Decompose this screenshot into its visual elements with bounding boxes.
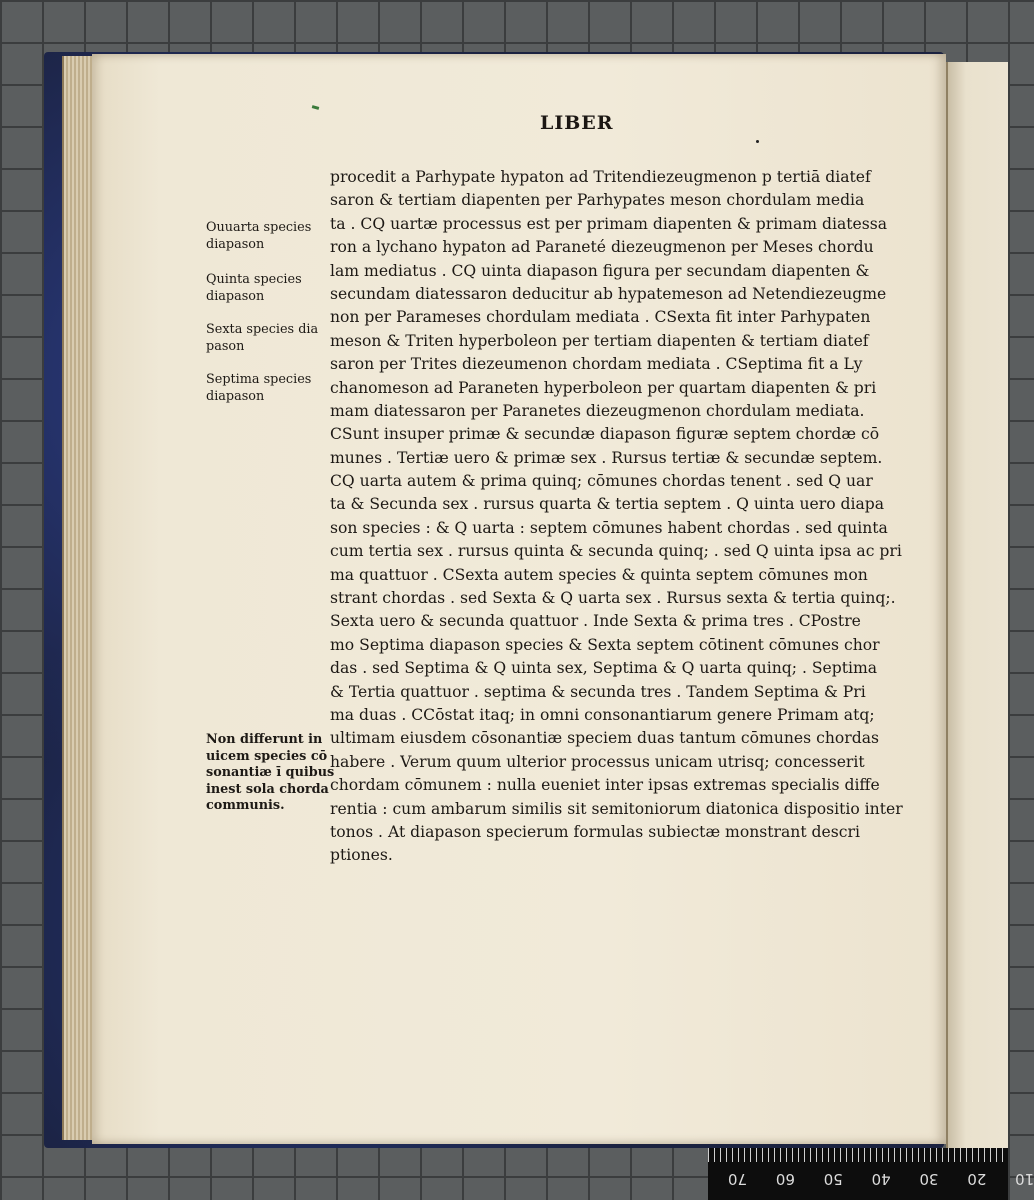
margin-note-line: diapason — [206, 236, 265, 252]
text-line: ta & Secunda sex . rursus quarta & tertia septem . Q uinta uero diapa — [330, 495, 885, 514]
text-line: chordam cōmunem : nulla eueniet inter ipsas extremas specialis diffe — [330, 776, 880, 795]
text-line: rentia : cum ambarum similis sit semitoniorum diatonica dispositio inter — [330, 799, 903, 818]
margin-note-3 — [206, 322, 324, 355]
margin-note-line: pason — [206, 338, 245, 354]
text-line: non per Parameses chordulam mediata . CSexta fit inter Parhypaten — [330, 308, 871, 327]
text-line: son species : & Q uarta : septem cōmunes habent chordas . sed quinta — [330, 518, 888, 537]
margin-note-line: Non differunt in — [206, 732, 323, 747]
text-line: munes . Tertiæ uero & primæ sex . Rursus tertiæ & secundæ septem. — [330, 448, 883, 467]
margin-note-line: Sexta species dia — [206, 322, 319, 337]
text-line: Sexta uero & secunda quattuor . Inde Sexta & prima tres . CPostre — [330, 612, 861, 631]
text-line: habere . Verum quum ulterior processus unicam utrisq; concesserit — [330, 752, 865, 771]
margin-note-1 — [206, 220, 324, 253]
text-line: procedit a Parhypate hypaton ad Tritendiezeugmenon p tertiā diatef — [330, 168, 871, 186]
text-line: ptiones. — [330, 846, 393, 865]
text-line: meson & Triten hyperboleon per tertiam diapenten & tertiam diatef — [330, 331, 869, 350]
text-line: saron & tertiam diapenten per Parhypates meson chordulam media — [330, 191, 865, 210]
ruler — [708, 1148, 1034, 1200]
text-line: ron a lychano hypaton ad Paraneté diezeugmenon per Meses chordu — [330, 238, 874, 257]
text-line: mam diatessaron per Paranetes diezeugmenon chordulam mediata. — [330, 401, 865, 420]
margin-note-line: Quinta species — [206, 272, 302, 287]
main-text-block — [330, 166, 903, 868]
margin-note-line: Septima species — [206, 372, 312, 387]
text-line: mo Septima diapason species & Sexta septem cōtinent cōmunes chor — [330, 635, 880, 654]
text-line: ma duas . CCōstat itaq; in omni consonantiarum genere Primam atq; — [330, 705, 875, 724]
text-line: chanomeson ad Paraneten hyperboleon per quartam diapenten & pri — [330, 378, 877, 397]
text-line: CSunt insuper primæ & secundæ diapason figuræ septem chordæ cō — [330, 425, 880, 444]
text-line: ta . CQ uartæ processus est per primam diapenten & primam diatessa — [330, 214, 888, 233]
text-line: saron per Trites diezeumenon chordam mediata . CSeptima fit a Ly — [330, 355, 863, 374]
margin-note-5 — [206, 732, 335, 815]
right-page — [946, 62, 1008, 1148]
margin-note-line: uicem species cō — [206, 748, 328, 764]
margin-note-4 — [206, 372, 324, 405]
text-line: lam mediatus . CQ uinta diapason figura per secundam diapenten & — [330, 261, 870, 280]
text-line: cum tertia sex . rursus quinta & secunda quinq; . sed Q uinta ipsa ac pri — [330, 542, 902, 561]
margin-note-line: diapason — [206, 288, 265, 304]
ink-dot — [756, 140, 759, 143]
margin-note-line: Ouuarta species — [206, 220, 312, 235]
margin-note-line: inest sola chorda — [206, 781, 329, 797]
ruler-ticks — [708, 1148, 1008, 1162]
margin-note-line: diapason — [206, 388, 265, 404]
text-line: ultimam eiusdem cōsonantiæ speciem duas tantum cōmunes chordas — [330, 729, 880, 748]
text-line: tonos . At diapason specierum formulas subiectæ monstrant descri — [330, 822, 860, 841]
text-line: strant chordas . sed Sexta & Q uarta sex . Rursus sexta & tertia quinq;. — [330, 589, 896, 608]
page-header: LIBER — [540, 112, 614, 134]
text-line: & Tertia quattuor . septima & secunda tres . Tandem Septima & Pri — [330, 682, 866, 701]
text-line: ma quattuor . CSexta autem species & quinta septem cōmunes mon — [330, 565, 868, 584]
text-line: das . sed Septima & Q uinta sex, Septima & Q uarta quinq; . Septima — [330, 659, 878, 678]
margin-note-2 — [206, 272, 324, 305]
ruler-numbers: 10 20 30 40 50 60 70 — [728, 1170, 1034, 1188]
text-line: CQ uarta autem & prima quinq; cōmunes chordas tenent . sed Q uar — [330, 472, 873, 491]
margin-note-line: sonantiæ ī quibus — [206, 765, 335, 780]
text-line: secundam diatessaron deducitur ab hypatemeson ad Netendiezeugme — [330, 284, 887, 303]
margin-note-line: communis. — [206, 798, 285, 813]
